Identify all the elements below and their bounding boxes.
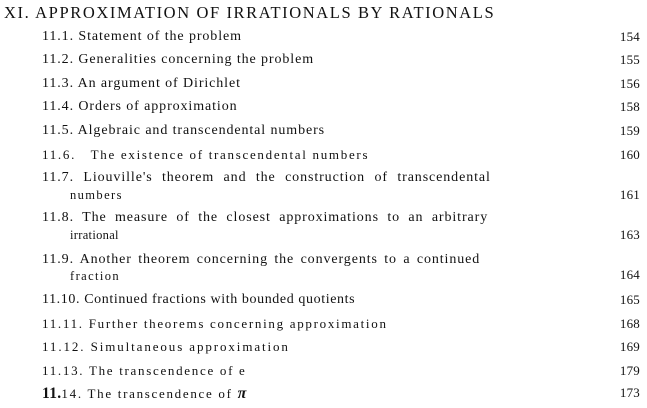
- page-number: 164: [619, 267, 640, 282]
- section-number: 11.1.: [42, 29, 74, 44]
- section-number: 11.11.: [42, 316, 84, 331]
- section-title: The transcendence of e: [88, 363, 247, 378]
- toc-entry[interactable]: [42, 170, 640, 186]
- section-number: 11.3.: [42, 76, 74, 91]
- section-number-suffix: 14.: [61, 386, 83, 401]
- section-title: Statement of the problem: [78, 29, 242, 44]
- section-title: Continued fractions with bounded quotients: [84, 292, 356, 307]
- section-number-prefix: 11.: [42, 385, 62, 402]
- page-number: 173: [619, 385, 640, 400]
- page-number: 179: [619, 363, 640, 378]
- section-title: Generalities concerning the problem: [78, 52, 314, 67]
- section-number: 11.9.: [42, 252, 74, 267]
- pi-symbol: π: [237, 385, 247, 402]
- page-number: 165: [619, 292, 640, 307]
- toc-entry[interactable]: [42, 363, 640, 379]
- toc-entry[interactable]: [42, 99, 640, 115]
- section-number: 11.8.: [42, 210, 74, 225]
- toc-entry[interactable]: [42, 147, 640, 163]
- toc-entry[interactable]: [42, 339, 640, 355]
- section-title: The existence of transcendental numbers: [90, 147, 370, 162]
- page-number: 168: [619, 316, 640, 331]
- section-title-continuation: irrational: [70, 228, 119, 242]
- toc-entry[interactable]: [42, 123, 640, 139]
- page-number: 156: [619, 76, 640, 91]
- toc-entry[interactable]: [42, 292, 640, 308]
- section-title: An argument of Dirichlet: [77, 76, 241, 91]
- page-number: 160: [619, 147, 640, 162]
- toc-entry[interactable]: [42, 52, 640, 68]
- toc-entry[interactable]: [42, 385, 640, 403]
- section-title: Another theorem concerning the convergents to a continued: [79, 252, 481, 267]
- toc-entry[interactable]: [42, 252, 640, 268]
- page-number: 154: [619, 29, 640, 44]
- section-title: The measure of the closest approximations to an arbitrary: [82, 210, 489, 225]
- section-title-continuation: fraction: [70, 269, 121, 283]
- section-title: Orders of approximation: [78, 99, 238, 114]
- section-number: 11.12.: [42, 339, 86, 354]
- section-number: 11.5.: [42, 123, 74, 138]
- page-number: 155: [619, 52, 640, 67]
- section-title: Algebraic and transcendental numbers: [77, 123, 325, 138]
- toc-entry[interactable]: [42, 316, 640, 332]
- section-number: 11.6.: [42, 147, 77, 162]
- page-number: 159: [619, 123, 640, 138]
- section-number: 11.7.: [42, 170, 74, 185]
- section-number: 11.4.: [42, 99, 74, 114]
- section-title: Further theorems concerning approximation: [88, 316, 388, 331]
- page-number: 158: [619, 99, 640, 114]
- page-number: 163: [619, 227, 640, 242]
- chapter-heading: XI. APPROXIMATION OF IRRATIONALS BY RATIONALS: [4, 3, 496, 22]
- page-number: 161: [619, 187, 640, 202]
- toc-entry[interactable]: [42, 210, 640, 226]
- section-title: Simultaneous approximation: [90, 339, 290, 354]
- section-number: 11.2.: [42, 52, 74, 67]
- section-number: 11.10.: [42, 292, 81, 307]
- toc-entry[interactable]: [42, 29, 640, 45]
- toc-entry[interactable]: [42, 76, 640, 92]
- section-title: The transcendence of: [87, 386, 233, 401]
- section-number: 11.13.: [42, 363, 85, 378]
- page-number: 169: [619, 339, 640, 354]
- section-title: Liouville's theorem and the construction of transcendental: [83, 170, 491, 185]
- section-title-continuation: numbers: [70, 188, 123, 202]
